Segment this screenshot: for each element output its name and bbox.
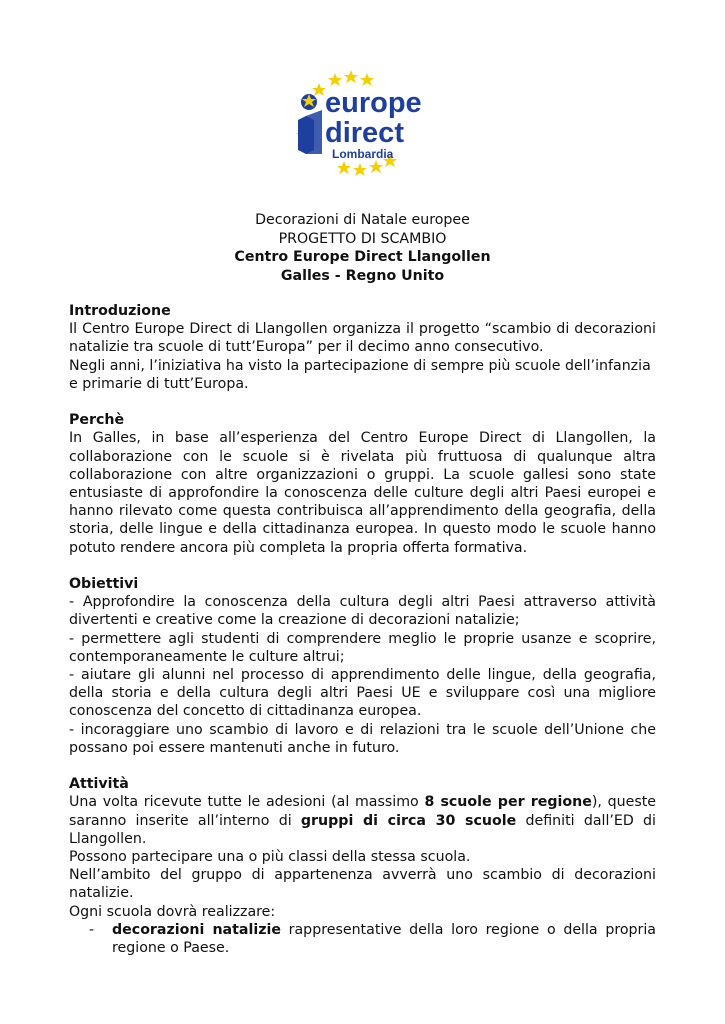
bullet-item bbox=[69, 921, 656, 957]
section-obiettivi bbox=[69, 575, 656, 757]
bullet-dash: - bbox=[89, 921, 95, 938]
bold-text-run: gruppi di circa 30 scuole bbox=[300, 812, 517, 829]
text-run: ), queste saranno inserite all’interno di bbox=[69, 794, 656, 829]
logo-line-lombardia: Lombardia bbox=[332, 147, 394, 161]
star-icon bbox=[353, 163, 367, 176]
paragraph: Possono partecipare una o più classi della stessa scuola. bbox=[69, 849, 471, 866]
document-body bbox=[69, 302, 656, 957]
paragraph: Il Centro Europe Direct di Llangollen organizza il progetto “scambio di decorazioni natalizie tra scuole di tutt’Europa” per il decimo anno consecutivo. bbox=[69, 321, 656, 356]
paragraph: Negli anni, l’iniziativa ha visto la partecipazione di sempre più scuole dell’infanzia e primarie di tutt’Europa. bbox=[69, 357, 651, 392]
title-line-1: Decorazioni di Natale europee bbox=[255, 212, 470, 228]
objective-item: - Approfondire la conoscenza della cultura degli altri Paesi attraverso attività divertenti e creative come la creazione di decorazioni natalizie; bbox=[69, 594, 656, 629]
bold-text-run: decorazioni natalizie bbox=[112, 921, 281, 938]
star-icon bbox=[344, 70, 358, 83]
objective-item: - aiutare gli alunni nel processo di apprendimento delle lingue, della geografia, della storia e della cultura degli altri Paesi UE e sviluppare così una migliore conoscenza del concetto di cittadinanza europea. bbox=[69, 667, 656, 720]
section-heading: Introduzione bbox=[69, 303, 171, 319]
star-icon bbox=[328, 73, 342, 86]
europe-direct-logo bbox=[292, 68, 426, 180]
section-heading: Obiettivi bbox=[69, 576, 139, 593]
bold-text-run: 8 scuole per regione bbox=[424, 794, 592, 811]
paragraph bbox=[69, 793, 656, 848]
logo-line-europe: europe bbox=[325, 87, 422, 119]
text-run: Una volta ricevute tutte le adesioni (al massimo bbox=[69, 794, 425, 811]
paragraph: Ogni scuola dovrà realizzare: bbox=[69, 903, 276, 920]
section-introduzione bbox=[69, 302, 656, 393]
section-heading: Perchè bbox=[69, 412, 125, 429]
section-perche bbox=[69, 411, 656, 557]
title-line-3: Centro Europe Direct Llangollen bbox=[234, 249, 491, 266]
star-icon bbox=[360, 73, 374, 86]
section-attivita bbox=[69, 775, 656, 957]
logo-line-direct: direct bbox=[325, 117, 404, 149]
bullet-list bbox=[69, 921, 656, 957]
objective-item: - incoraggiare uno scambio di lavoro e di relazioni tra le scuole dell’Unione che possano poi essere mantenuti anche in futuro. bbox=[69, 721, 656, 756]
title-line-4: Galles - Regno Unito bbox=[280, 267, 445, 284]
objective-item: - permettere agli studenti di comprendere meglio le proprie usanze e scoprire, contemporaneamente le culture altrui; bbox=[69, 630, 656, 665]
text-run: definiti dall’ED di Llangollen. bbox=[69, 812, 656, 847]
title-line-2: PROGETTO DI SCAMBIO bbox=[278, 230, 447, 247]
paragraph: In Galles, in base all’esperienza del Centro Europe Direct di Llangollen, la collaborazione con le scuole si è rivelata più fruttuosa di qualunque altra collaborazione con altre organizzazioni o gruppi. La scuole gallesi sono state entusiaste di approfondire la conoscenza delle culture degli altri Paesi europei e hanno rilevato come questa contribuisca all’apprendimento della geografia, della storia, delle lingue e della cittadinanza europea. In questo modo le scuole hanno potuto rendere ancora più completa la propria offerta formativa. bbox=[69, 430, 656, 556]
document-title-block bbox=[0, 211, 725, 285]
paragraph: Nell’ambito del gruppo di appartenenza avverrà uno scambio di decorazioni natalizie. bbox=[69, 867, 656, 902]
star-icon bbox=[369, 160, 383, 173]
text-run: rappresentative della loro regione o della propria regione o Paese. bbox=[112, 921, 657, 957]
section-heading: Attività bbox=[69, 776, 129, 793]
star-icon bbox=[337, 161, 351, 174]
star-icon bbox=[312, 83, 326, 96]
